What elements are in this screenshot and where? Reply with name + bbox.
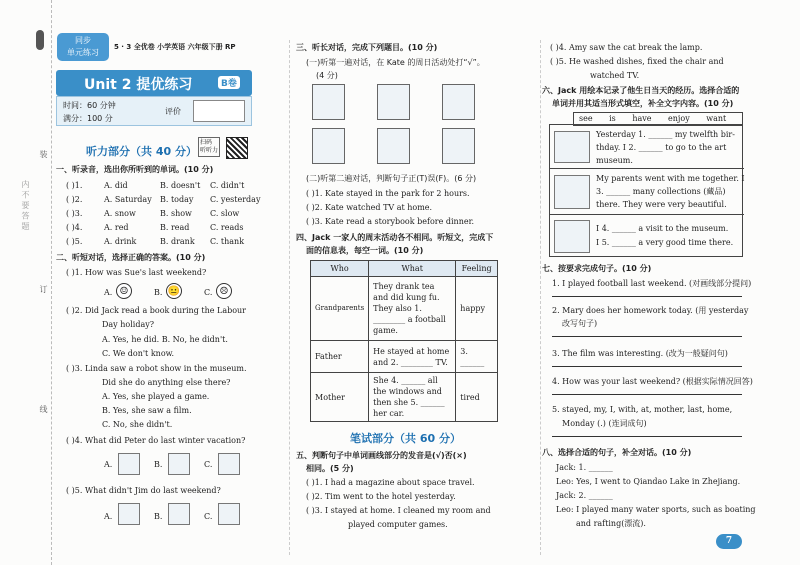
margin-label-xian: 线: [39, 405, 48, 413]
s3-t3: ( )3. Kate read a storybook before dinner.: [306, 217, 475, 226]
worksheet-page: 装 订 线 内 不 要 答 题 同步 单元练习 5 · 3 全优卷 小学英语 六年级下册 RP Unit 2 提优练习 B卷 时间：60 分钟 满分：100 分 评价 扫码 听听力 听力部分（共 40 分） 一、听录音，选出你所听到的单词。(10 分) ( )1. A. did B. doesn't C. didn't ( )2. A. Saturday B. today C. yesterday ( )3. A. snow B. show C. slow ( )4. A. red B. read C. reads ( )5. A. drink B. drank C. thank 二、听短对话，选择正确的答案。(10 分) ( )1. How was Sue's last weekend? A. ☺ B. 😐 C. ☹ ( )2. Did Jack read a book during the Labour Day holiday? A. Yes, he did. B. No, he didn't. C. We don't know. ( )3. Linda saw a robot show in the museum. Did she do anything else there? A. Yes, she played a game. B. Yes, she saw a film. C. No, she didn't. ( )4. What did Peter do last winter vacation? A. B. C. ( )5. What didn't Jim do last weekend? A. B. C. 三、听长对话，完成下列题目。(10 分) (一)听第一遍对话，在 Kate 的周日活动处打“√”。 (4 分) (二)听第二遍对话，判断句子正(T)误(F)。(6 分) ( )1. Kate stayed in the park for 2 hours. ( )2. Kate watched TV at home. ( )3. Kate read a storybook before dinner. 四、Jack 一家人的周末活动各不相同。听短文，完成下 面的信息表，每空一词。(10 分) Who What Feeling Grandparents They drank tea and did kung fu. They also 1. ________ a football game. happy Father He stayed at home and 2. ________ TV. 3. ______ Mother She 4. ______ all the windows and then she 5. ______ her car. tired 笔试部分（共 60 分） 五、判断句子中单词画线部分的发音是(√)否(×) 相同。(5 分) ( )1. I had a magazine about space travel. ( )2. Tim went to the hotel yesterday. ( )3. I stayed at home. I cleaned my room and played computer games. ( )4. Amy saw the cat break the lamp. ( )5. He washed dishes, fixed the chair and watched TV. 六、Jack 用绘本记录了他生日当天的经历。选择合适的 单词并用其适当形式填空，补全文字内容。(10 分) see is have enjoy want Yesterday 1. ______ my twelfth bir- thday. I 2. ______ to go to the art museum. My parents went with me together. I 3. ______ many collections (藏品) there. They were very beautiful. I 4. ______ a visit to the museum. I 5. ______ a very good time there. 七、按要求完成句子。(10 分) 1. I played football last weekend. (对画线部分提问) 2. Mary does her homework today. (用 yesterday 改写句子) 3. The film was interesting. (改为一般疑问句) 4. How was your last weekend? (根据实际情况回答) 5. stayed, my, I, with, at, mother, last, home, Monday (.) (连词成句) 八、选择合适的句子，补全对话。(10 分) Jack: 1. ______ Leo: Yes, I went to Qiandao Lake in Zhejiang. Jack: 2. ______ Leo: I played many water sports, such as boating and rafting(漂流). 7: [0, 0, 800, 565]
s7-q5-cont: Monday (.) (连词成句): [562, 419, 647, 428]
s2-title: 二、听短对话，选择正确的答案。(10 分): [56, 253, 206, 262]
s7-q2-cont: 改写句子): [562, 319, 598, 328]
skiing-picture: [118, 453, 140, 475]
story-row: [550, 169, 744, 215]
s5-q5-cont: watched TV.: [590, 71, 640, 80]
cell-what[interactable]: He stayed at home and 2. ________ TV.: [369, 341, 456, 373]
story-line: there. They were very beautiful.: [596, 200, 727, 209]
s3-part1: (一)听第一遍对话，在 Kate 的周日活动处打“√”。: [306, 58, 485, 67]
s8-title: 八、选择合适的句子，补全对话。(10 分): [542, 448, 692, 457]
neutral-face-icon: 😐: [166, 283, 182, 299]
s2-q1-opt: C.: [204, 288, 213, 297]
column-divider: [289, 40, 290, 555]
travel-picture: [218, 453, 240, 475]
table-row: [311, 341, 498, 373]
title-banner: [56, 70, 252, 96]
answer-line[interactable]: [552, 394, 742, 395]
answer-line[interactable]: [552, 436, 742, 437]
s5-q4: ( )4. Amy saw the cat break the lamp.: [550, 43, 703, 52]
binding-margin: [0, 0, 52, 565]
s5-title: 五、判断句子中单词画线部分的发音是(√)否(×): [296, 451, 467, 460]
s2-q3-opt-a: A. Yes, she played a game.: [102, 392, 210, 401]
s3-t2: ( )2. Kate watched TV at home.: [306, 203, 433, 212]
s2-q4: ( )4. What did Peter do last winter vacation?: [66, 436, 246, 445]
s2-q2-opt-c: C. We don't know.: [102, 349, 175, 358]
dialog-line[interactable]: Jack: 2. ______: [556, 491, 613, 500]
unit-title: Unit 2 提优练习: [84, 77, 193, 93]
page-number: 7: [716, 534, 742, 549]
s2-q5: ( )5. What didn't Jim do last weekend?: [66, 486, 221, 495]
dialog-line[interactable]: Jack: 1. ______: [556, 463, 613, 472]
story-line[interactable]: I 4. ______ a visit to the museum.: [596, 224, 729, 233]
s2-q5-opt: B.: [154, 512, 163, 521]
s2-q1-opt: B.: [154, 288, 163, 297]
col-feeling: Feeling: [456, 261, 498, 277]
s5-q2: ( )2. Tim went to the hotel yesterday.: [306, 492, 456, 501]
reading-picture: [168, 453, 190, 475]
story-line: museum.: [596, 156, 633, 165]
s2-q2-cont: Day holiday?: [102, 320, 155, 329]
s2-q5-opt: C.: [204, 512, 213, 521]
sad-face-icon: ☹: [216, 283, 232, 299]
s3-part2: (二)听第二遍对话，判断句子正(T)误(F)。(6 分): [306, 174, 477, 183]
cell-who: Mother: [311, 373, 369, 422]
series-info: 5 · 3 全优卷 小学英语 六年级下册 RP: [114, 43, 236, 51]
s2-q5-opt: A.: [104, 512, 113, 521]
answer-line[interactable]: [552, 296, 742, 297]
s5-title-cont: 相同。(5 分): [306, 464, 354, 473]
time-label: 时间：60 分钟: [63, 101, 116, 110]
s2-q3: ( )3. Linda saw a robot show in the museum.: [66, 364, 247, 373]
smile-face-icon: ☺: [116, 283, 132, 299]
s2-q2-opts: A. Yes, he did. B. No, he didn't.: [102, 335, 228, 344]
s7-q4: 4. How was your last weekend? (根据实际情况回答): [552, 377, 753, 386]
story-line[interactable]: I 5. ______ a very good time there.: [596, 238, 734, 247]
cell-who: Grandparents: [311, 277, 369, 341]
story-line[interactable]: 3. ______ many collections (藏品): [596, 187, 726, 196]
birthday-cake-picture: [554, 131, 590, 163]
s3-title: 三、听长对话，完成下列题目。(10 分): [296, 43, 438, 52]
s7-title: 七、按要求完成句子。(10 分): [542, 264, 652, 273]
col-who: Who: [311, 261, 369, 277]
info-table: [310, 260, 498, 422]
s2-q4-opt: A.: [104, 460, 113, 469]
s3-part1-score: (4 分): [316, 71, 338, 80]
qr-label: 扫码 听听力: [198, 137, 220, 157]
s2-q3-opt-b: B. Yes, she saw a film.: [102, 406, 192, 415]
unit-badge: B卷: [218, 76, 240, 89]
s6-title: 六、Jack 用绘本记录了他生日当天的经历。选择合适的: [542, 86, 740, 95]
answer-line[interactable]: [552, 336, 742, 337]
s2-q2: ( )2. Did Jack read a book during the Labour: [66, 306, 247, 315]
story-row: [550, 215, 744, 258]
s2-q1-opt: A.: [104, 288, 113, 297]
s7-q3: 3. The film was interesting. (改为一般疑问句): [552, 349, 728, 358]
writing-heading: 笔试部分（共 60 分）: [350, 432, 461, 445]
s5-q3-cont: played computer games.: [348, 520, 448, 529]
dialog-line: Leo: I played many water sports, such as boating: [556, 505, 756, 514]
table-row: [311, 373, 498, 422]
grade-box[interactable]: [193, 100, 245, 122]
s5-q1: ( )1. I had a magazine about space travel.: [306, 478, 475, 487]
dialog-line: and rafting(漂流).: [576, 519, 646, 528]
listening-heading: 听力部分（共 40 分）: [86, 145, 197, 158]
story-line[interactable]: thday. I 2. ______ to go to the art: [596, 143, 727, 152]
col-what: What: [369, 261, 456, 277]
s7-q2: 2. Mary does her homework today. (用 yesterday: [552, 306, 749, 315]
museum-picture: [554, 175, 590, 209]
s2-q4-opt: B.: [154, 460, 163, 469]
score-label: 满分：100 分: [63, 114, 113, 123]
cell-feeling: tired: [456, 373, 498, 422]
picture-story: [549, 124, 743, 257]
dialog-line: Leo: Yes, I went to Qiandao Lake in Zhejiang.: [556, 477, 741, 486]
activity-picture: [312, 128, 345, 164]
tv-picture: [218, 503, 240, 525]
cell-what[interactable]: She 4. ______ all the windows and then she 5. ______ her car.: [369, 373, 456, 422]
s6-title-cont: 单词并用其适当形式填空，补全文字内容。(10 分): [552, 99, 734, 108]
info-box: [56, 96, 252, 126]
grade-label: 评价: [165, 107, 181, 116]
column-divider: [540, 40, 541, 555]
pencil-icon: [36, 30, 44, 50]
s3-t1: ( )1. Kate stayed in the park for 2 hours.: [306, 189, 470, 198]
series-tag: 同步 单元练习: [57, 33, 109, 61]
story-row: [550, 125, 744, 169]
activity-picture: [442, 128, 475, 164]
s1-title: 一、听录音，选出你所听到的单词。(10 分): [56, 165, 214, 174]
cell-what[interactable]: They drank tea and did kung fu. They also 1. ________ a football game.: [369, 277, 456, 341]
s2-q3-cont: Did she do anything else there?: [102, 378, 231, 387]
s5-q3: ( )3. I stayed at home. I cleaned my room and: [306, 506, 491, 515]
cleaning-picture: [118, 503, 140, 525]
word-bank: see is have enjoy want: [573, 112, 743, 126]
s2-q3-opt-c: C. No, she didn't.: [102, 420, 173, 429]
qr-code[interactable]: [226, 137, 248, 159]
s5-q5: ( )5. He washed dishes, fixed the chair and: [550, 57, 724, 66]
s2-q4-opt: C.: [204, 460, 213, 469]
cell-who: Father: [311, 341, 369, 373]
s4-title-cont: 面的信息表，每空一词。(10 分): [306, 246, 424, 255]
answer-line[interactable]: [552, 366, 742, 367]
activity-picture: [312, 84, 345, 120]
s2-q1: ( )1. How was Sue's last weekend?: [66, 268, 207, 277]
cell-feeling[interactable]: 3. ______: [456, 341, 498, 373]
story-line: My parents went with me together. I: [596, 174, 745, 183]
s4-title: 四、Jack 一家人的周末活动各不相同。听短文，完成下: [296, 233, 494, 242]
table-row: [311, 277, 498, 341]
cell-feeling: happy: [456, 277, 498, 341]
s7-q5: 5. stayed, my, I, with, at, mother, last, home,: [552, 405, 733, 414]
s7-q1: 1. I played football last weekend. (对画线部分提问): [552, 279, 752, 288]
margin-side-text: 内 不 要 答 题: [21, 180, 30, 231]
margin-label-zhuang: 装: [39, 150, 48, 158]
margin-label-ding: 订: [39, 285, 48, 293]
activity-picture: [377, 128, 410, 164]
washing-picture: [168, 503, 190, 525]
activity-picture: [377, 84, 410, 120]
story-line[interactable]: Yesterday 1. ______ my twelfth bir-: [596, 130, 735, 139]
boy-picture: [554, 220, 590, 253]
cycling-picture: [442, 84, 475, 120]
